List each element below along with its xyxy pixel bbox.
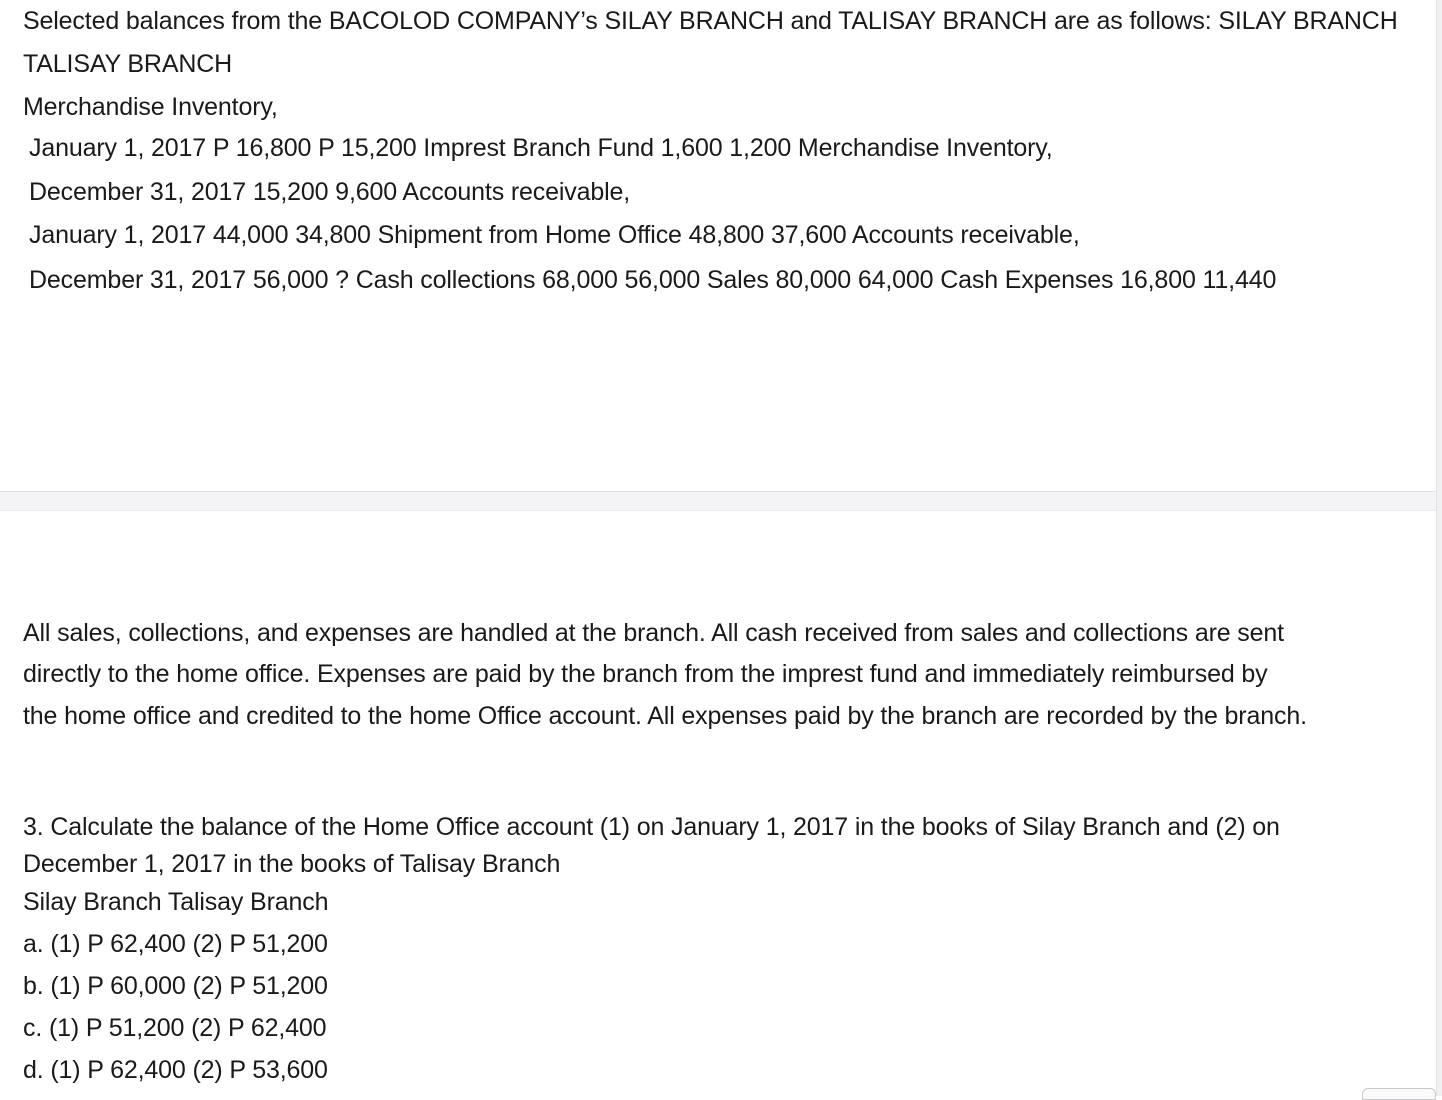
section-divider <box>0 491 1438 511</box>
intro-line-7: December 31, 2017 56,000 ? Cash collections 68,000 56,000 Sales 80,000 64,000 Cash Expenses 16,800 11,440 <box>29 266 1277 294</box>
question-line-2: December 1, 2017 in the books of Talisay Branch <box>23 850 561 878</box>
answer-option-b[interactable]: b. (1) P 60,000 (2) P 51,200 <box>23 972 328 1000</box>
question-line-1: 3. Calculate the balance of the Home Office account (1) on January 1, 2017 in the books of Silay Branch and (2) on <box>23 813 1280 841</box>
answer-option-d[interactable]: d. (1) P 62,400 (2) P 53,600 <box>23 1056 328 1084</box>
vertical-scrollbar[interactable] <box>1436 0 1442 1096</box>
question-line-3: Silay Branch Talisay Branch <box>23 888 329 916</box>
intro-line-4: January 1, 2017 P 16,800 P 15,200 Imprest Branch Fund 1,600 1,200 Merchandise Inventory, <box>29 134 1053 162</box>
intro-line-3: Merchandise Inventory, <box>23 93 278 121</box>
intro-section <box>0 0 1442 492</box>
intro-line-5: December 31, 2017 15,200 9,600 Accounts receivable, <box>29 178 631 206</box>
intro-line-2: TALISAY BRANCH <box>23 50 233 78</box>
policy-line-1: All sales, collections, and expenses are handled at the branch. All cash received from sales and collections are sent <box>23 619 1284 647</box>
policy-line-3: the home office and credited to the home Office account. All expenses paid by the branch are recorded by the branch. <box>23 702 1307 730</box>
answer-option-a[interactable]: a. (1) P 62,400 (2) P 51,200 <box>23 930 328 958</box>
intro-line-6: January 1, 2017 44,000 34,800 Shipment from Home Office 48,800 37,600 Accounts receivable, <box>29 221 1080 249</box>
corner-tab[interactable] <box>1362 1088 1436 1100</box>
answer-option-c[interactable]: c. (1) P 51,200 (2) P 62,400 <box>23 1014 327 1042</box>
intro-line-1: Selected balances from the BACOLOD COMPANY’s SILAY BRANCH and TALISAY BRANCH are as follows: SILAY BRANCH <box>23 7 1398 35</box>
policy-line-2: directly to the home office. Expenses are paid by the branch from the imprest fund and immediately reimbursed by <box>23 660 1268 688</box>
